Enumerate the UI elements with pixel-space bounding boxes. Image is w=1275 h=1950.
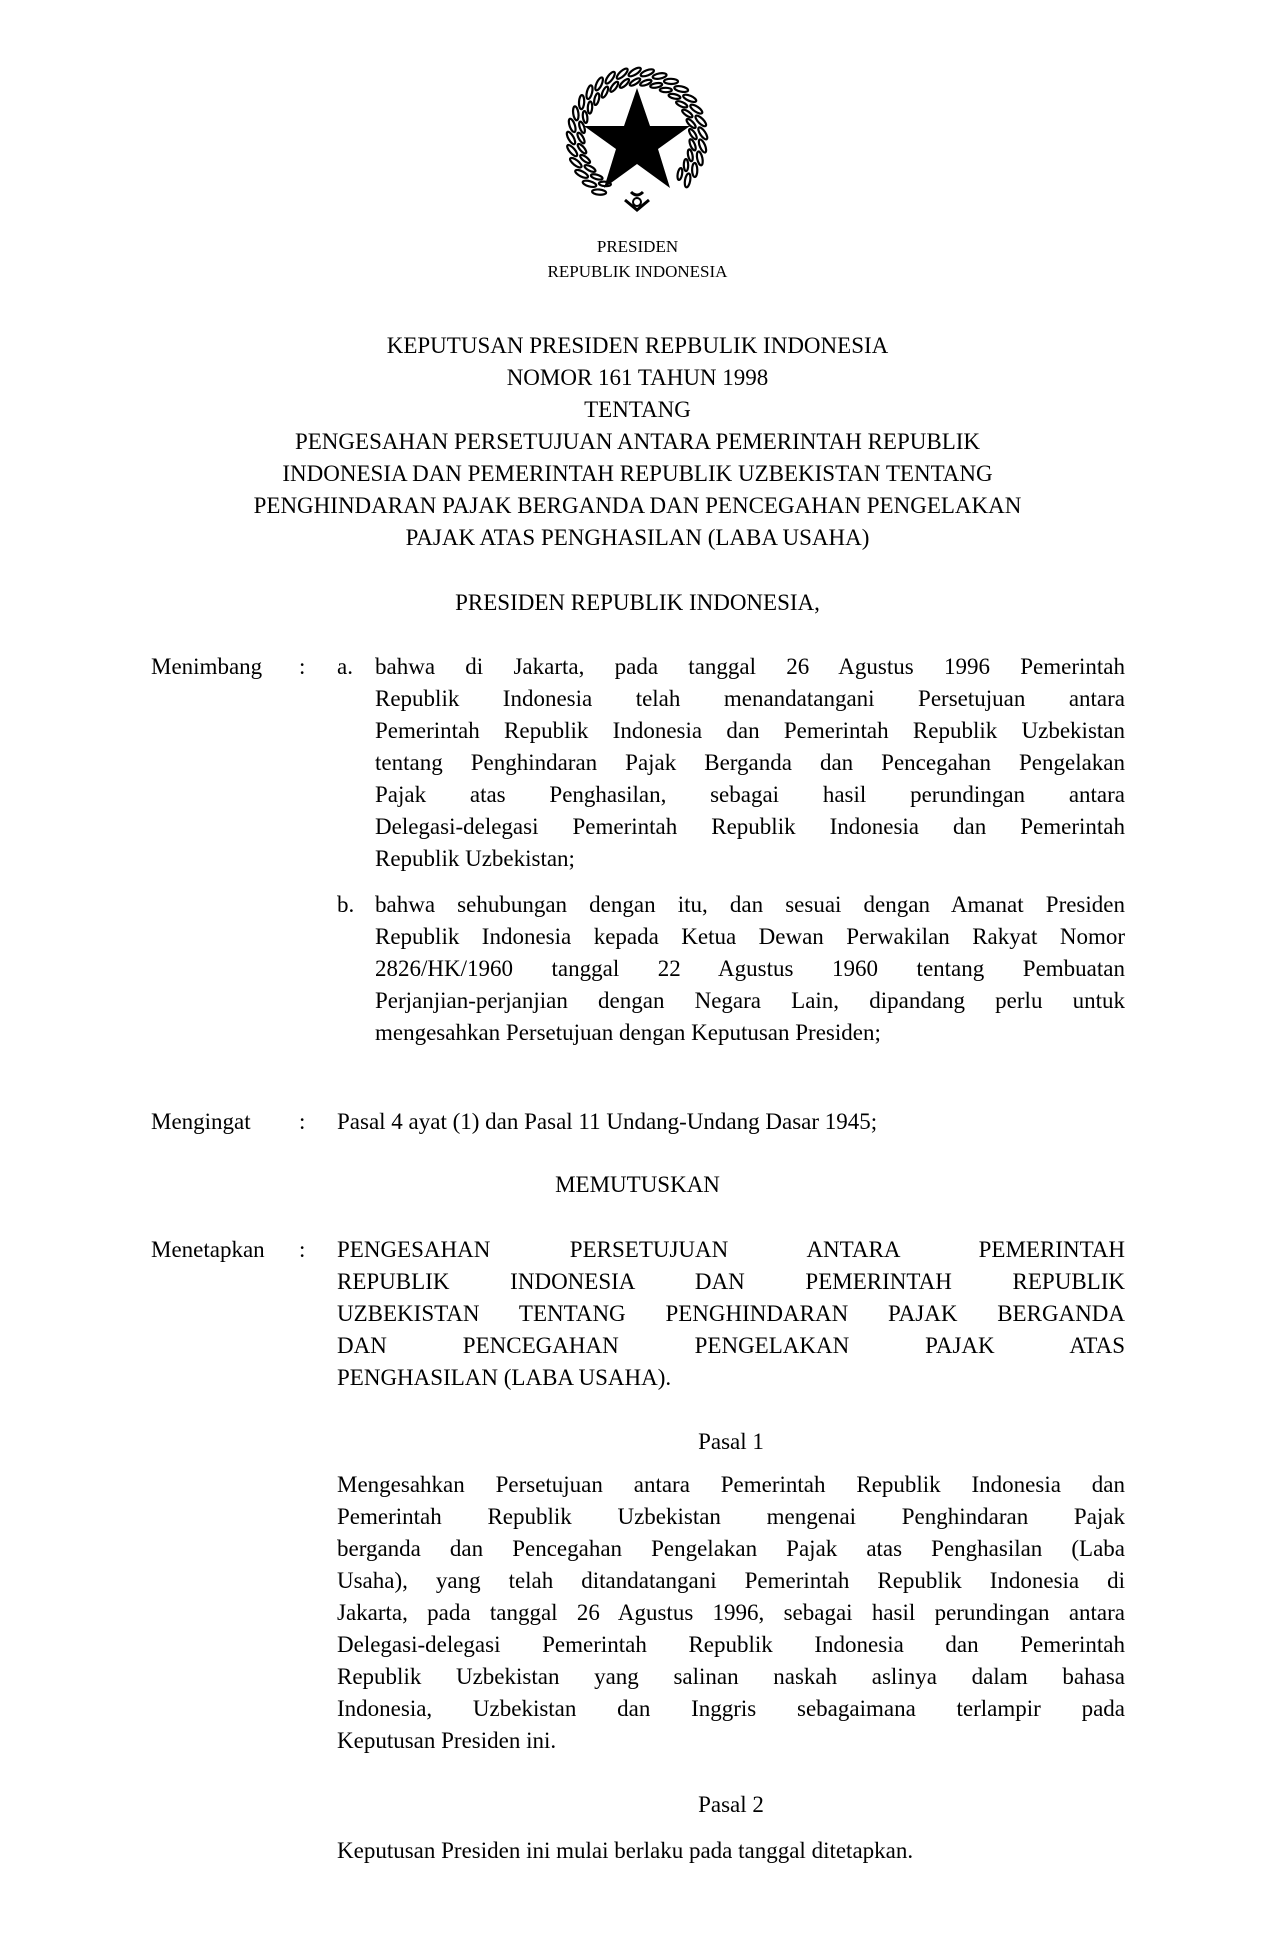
text-line: REPUBLIK INDONESIA DAN PEMERINTAH REPUBLIK <box>337 1269 1125 1294</box>
wreath-leaf <box>697 126 709 141</box>
title-line: INDONESIA DAN PEMERINTAH REPUBLIK UZBEKISTAN TENTANG <box>282 461 993 486</box>
star-wreath-emblem-icon <box>557 60 717 220</box>
presidential-emblem <box>557 60 717 220</box>
text-line: 2826/HK/1960 tanggal 22 Agustus 1960 tentang Pembuatan <box>375 956 1125 981</box>
decree-title <box>0 330 1275 554</box>
wreath-leaf <box>675 100 688 109</box>
wreath-leaf <box>684 173 692 188</box>
wreath-leaf <box>576 143 587 155</box>
title-line: TENTANG <box>584 397 691 422</box>
wreath-leaf <box>572 106 579 121</box>
title-line: PENGHINDARAN PAJAK BERGANDA DAN PENCEGAHAN PENGELAKAN <box>253 493 1022 518</box>
wreath-leaf <box>668 93 681 100</box>
text-line: PENGESAHAN PERSETUJUAN ANTARA PEMERINTAH <box>337 1237 1125 1262</box>
text-line: Usaha), yang telah ditandatangani Pemerintah Republik Indonesia di <box>337 1568 1125 1593</box>
mengingat-colon: : <box>299 1109 306 1134</box>
letterhead-presiden: PRESIDEN <box>596 237 679 256</box>
text-line: Pemerintah Republik Uzbekistan mengenai Penghindaran Pajak <box>337 1504 1125 1529</box>
memutuskan-heading: MEMUTUSKAN <box>555 1172 720 1197</box>
wreath-leaf <box>674 85 689 93</box>
text-line: berganda dan Pencegahan Pengelakan Pajak atas Penghasilan (Laba <box>337 1536 1125 1561</box>
text-line: DAN PENCEGAHAN PENGELAKAN PAJAK ATAS <box>337 1333 1125 1358</box>
menetapkan-label: Menetapkan <box>151 1237 265 1262</box>
wreath-leaf <box>582 179 597 188</box>
menimbang-item-a <box>375 651 1125 875</box>
text-line: Republik Indonesia telah menandatangani Persetujuan antara <box>375 686 1125 711</box>
wreath-leaf <box>677 168 683 181</box>
letterhead-republik-indonesia: REPUBLIK INDONESIA <box>547 262 728 281</box>
menimbang-label: Menimbang <box>151 654 263 679</box>
text-line: Republik Uzbekistan; <box>375 846 575 871</box>
text-line: PENGHASILAN (LABA USAHA). <box>337 1365 672 1390</box>
wreath-leaf <box>688 128 698 140</box>
text-line: Delegasi-delegasi Pemerintah Republik Indonesia dan Pemerintah <box>375 814 1125 839</box>
title-line: PENGESAHAN PERSETUJUAN ANTARA PEMERINTAH REPUBLIK <box>294 429 981 454</box>
wreath-leaf <box>593 93 600 106</box>
menimbang-colon: : <box>299 654 306 679</box>
wreath-leaf <box>592 189 606 195</box>
pasal-2-text: Keputusan Presiden ini mulai berlaku pada tanggal ditetapkan. <box>337 1838 914 1863</box>
wreath-leaf <box>660 88 672 93</box>
text-line: Republik Indonesia kepada Ketua Dewan Perwakilan Rakyat Nomor <box>375 924 1125 949</box>
issuer-heading: PRESIDEN REPUBLIK INDONESIA, <box>455 590 820 615</box>
wreath-leaf <box>664 79 678 84</box>
text-line: bahwa di Jakarta, pada tanggal 26 Agustus 1996 Pemerintah <box>375 654 1125 679</box>
text-line: Perjanjian-perjanjian dengan Negara Lain, dipandang perlu untuk <box>375 988 1125 1013</box>
mengingat-label: Mengingat <box>151 1109 251 1134</box>
text-line: Jakarta, pada tanggal 26 Agustus 1996, sebagai hasil perundingan antara <box>337 1600 1125 1625</box>
mengingat-text: Pasal 4 ayat (1) dan Pasal 11 Undang-Undang Dasar 1945; <box>337 1109 878 1134</box>
text-line: bahwa sehubungan dengan itu, dan sesuai dengan Amanat Presiden <box>375 892 1125 917</box>
text-line: Mengesahkan Persetujuan antara Pemerintah Republik Indonesia dan <box>337 1472 1125 1497</box>
wreath-leaf <box>692 163 697 177</box>
text-line: Republik Uzbekistan yang salinan naskah aslinya dalam bahasa <box>337 1664 1125 1689</box>
text-line: mengesahkan Persetujuan dengan Keputusan Presiden; <box>375 1020 881 1045</box>
wreath-leaf <box>579 95 585 109</box>
wreath-leaf <box>590 173 603 181</box>
text-line: tentang Penghindaran Pajak Berganda dan Pencegahan Pengelakan <box>375 750 1125 775</box>
wreath-leaf <box>585 85 593 100</box>
pasal-1-text <box>337 1469 1125 1757</box>
wreath-leaf <box>600 86 609 99</box>
menimbang-item-b <box>375 889 1125 1049</box>
text-line: Delegasi-delegasi Pemerintah Republik Indonesia dan Pemerintah <box>337 1632 1125 1657</box>
wreath-leaf <box>627 66 642 78</box>
text-line: Keputusan Presiden ini. <box>337 1728 557 1753</box>
text-line: Pemerintah Republik Indonesia dan Pemerintah Republik Uzbekistan <box>375 718 1125 743</box>
title-line: NOMOR 161 TAHUN 1998 <box>506 365 769 390</box>
wreath-leaf <box>682 93 697 103</box>
wreath-leaf <box>587 101 592 113</box>
wreath-leaf <box>584 164 597 173</box>
text-line: UZBEKISTAN TENTANG PENGHINDARAN PAJAK BERGANDA <box>337 1301 1125 1326</box>
title-line: KEPUTUSAN PRESIDEN REPBULIK INDONESIA <box>386 333 889 358</box>
pasal-1-heading: Pasal 1 <box>698 1429 764 1454</box>
title-line: PAJAK ATAS PENGHASILAN (LABA USAHA) <box>405 525 870 550</box>
menetapkan-text <box>337 1234 1125 1394</box>
text-line: Indonesia, Uzbekistan dan Inggris sebagaimana terlampir pada <box>337 1696 1125 1721</box>
item-marker-a: a. <box>337 654 353 679</box>
menetapkan-colon: : <box>299 1237 306 1262</box>
wreath-leaf <box>582 111 588 123</box>
wreath-leaf <box>684 159 689 171</box>
pasal-2-heading: Pasal 2 <box>698 1792 764 1817</box>
item-marker-b: b. <box>337 892 355 917</box>
text-line: Pajak atas Penghasilan, sebagai hasil perundingan antara <box>375 782 1125 807</box>
